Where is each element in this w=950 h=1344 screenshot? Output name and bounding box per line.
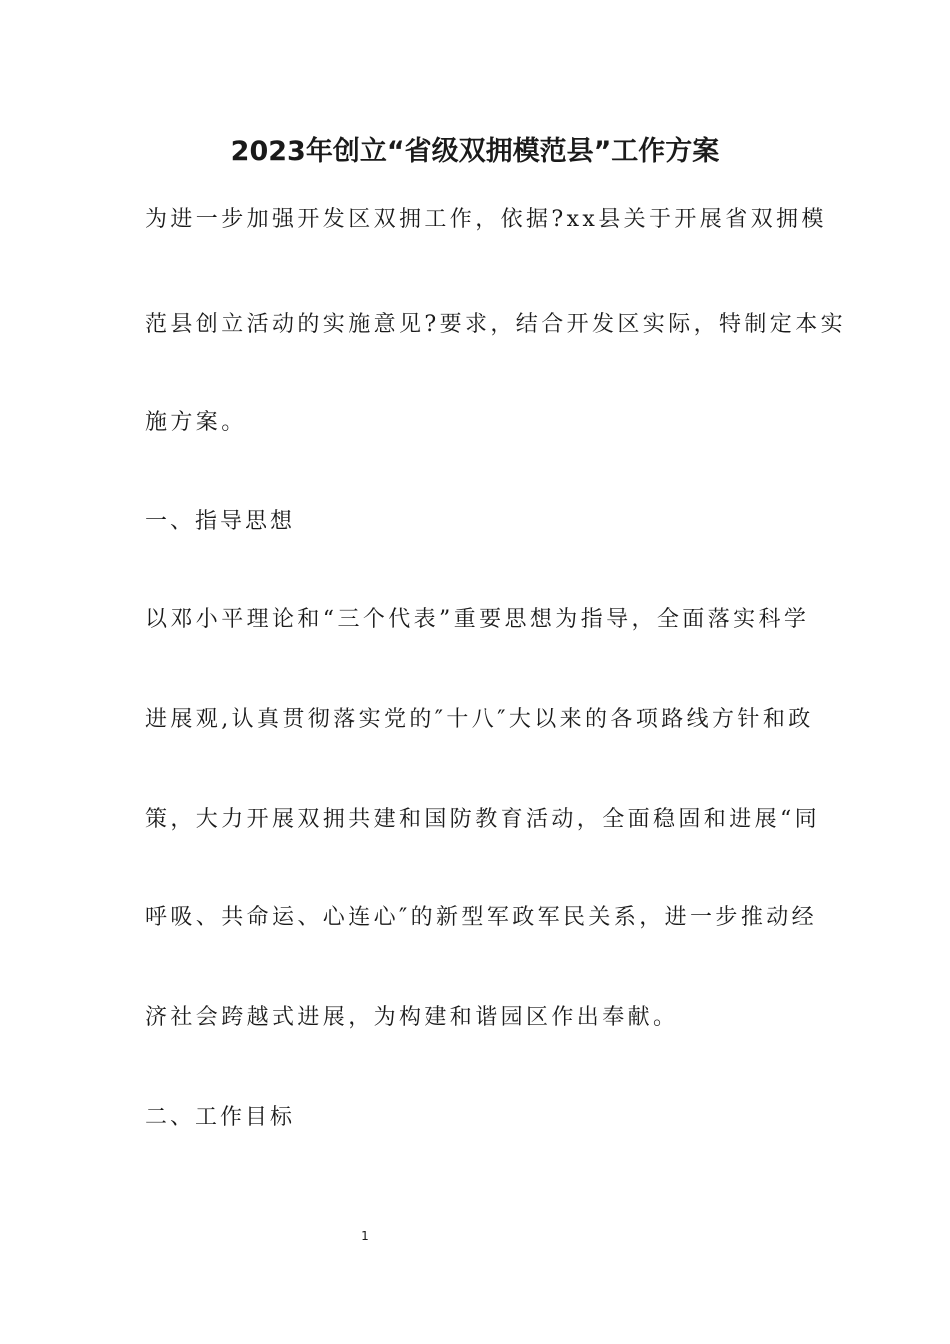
paragraph-ideology-line-1: 以邓小平理论和“三个代表”重要思想为指导，全面落实科学 [145, 607, 810, 632]
paragraph-intro-line-3: 施方案。 [145, 410, 247, 435]
paragraph-intro-line-2: 范县创立活动的实施意见?要求，结合开发区实际，特制定本实 [145, 312, 846, 337]
section-heading-work-goals: 二、工作目标 [145, 1105, 296, 1130]
paragraph-intro-line-1: 为进一步加强开发区双拥工作，依据?xx县关于开展省双拥模 [145, 207, 827, 232]
section-heading-guiding-ideology: 一、指导思想 [145, 509, 296, 534]
page-number: 1 [361, 1229, 369, 1243]
paragraph-ideology-line-2: 进展观,认真贯彻落实党的″十八″大以来的各项路线方针和政 [145, 707, 814, 732]
paragraph-ideology-line-4: 呼吸、共命运、心连心″的新型军政军民关系，进一步推动经 [145, 905, 818, 930]
document-title: 2023年创立“省级双拥模范县”工作方案 [230, 136, 720, 167]
paragraph-ideology-line-5: 济社会跨越式进展，为构建和谐园区作出奉献。 [145, 1005, 679, 1030]
paragraph-ideology-line-3: 策，大力开展双拥共建和国防教育活动，全面稳固和进展“同 [145, 807, 821, 832]
